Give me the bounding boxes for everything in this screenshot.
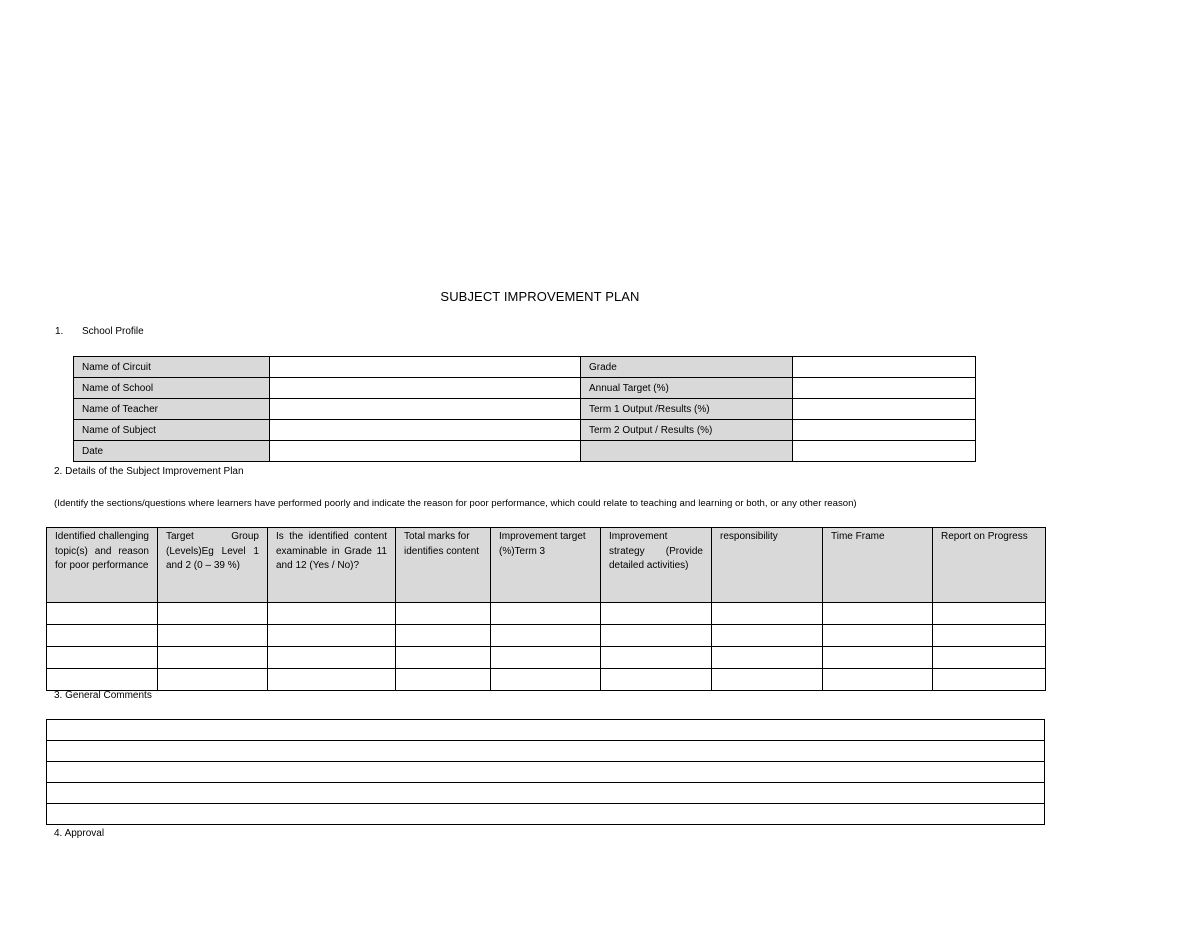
section-details-instruction: (Identify the sections/questions where learners have performed poorly and indicate the reason for poor performance, which could relate to teaching and learning or both, or any other reason) bbox=[54, 498, 857, 509]
comment-line[interactable] bbox=[47, 720, 1045, 741]
table-cell[interactable] bbox=[396, 625, 491, 647]
comment-line[interactable] bbox=[47, 762, 1045, 783]
table-cell[interactable] bbox=[268, 669, 396, 691]
comment-line[interactable] bbox=[47, 741, 1045, 762]
table-cell[interactable] bbox=[823, 647, 933, 669]
comment-line[interactable] bbox=[47, 783, 1045, 804]
profile-value-field[interactable] bbox=[793, 399, 976, 420]
table-cell[interactable] bbox=[396, 647, 491, 669]
table-row bbox=[47, 669, 1046, 691]
profile-value-field[interactable] bbox=[793, 378, 976, 399]
profile-label: Term 1 Output /Results (%) bbox=[581, 399, 793, 420]
table-cell[interactable] bbox=[823, 669, 933, 691]
table-cell[interactable] bbox=[491, 625, 601, 647]
section-school-profile-heading bbox=[55, 326, 144, 337]
section-approval-heading: 4. Approval bbox=[54, 828, 105, 839]
table-cell[interactable] bbox=[47, 625, 158, 647]
table-cell[interactable] bbox=[47, 669, 158, 691]
table-cell[interactable] bbox=[712, 603, 823, 625]
profile-value-field[interactable] bbox=[270, 357, 581, 378]
table-cell[interactable] bbox=[712, 647, 823, 669]
column-header: Improvement strategy (Provide detailed activities) bbox=[601, 528, 712, 603]
table-row bbox=[47, 647, 1046, 669]
comment-line-row bbox=[47, 762, 1045, 783]
profile-row bbox=[74, 441, 976, 462]
table-cell[interactable] bbox=[823, 603, 933, 625]
comment-line-row bbox=[47, 783, 1045, 804]
profile-value-field[interactable] bbox=[793, 441, 976, 462]
column-header: responsibility bbox=[712, 528, 823, 603]
comment-line[interactable] bbox=[47, 804, 1045, 825]
table-cell[interactable] bbox=[601, 625, 712, 647]
section-details-heading: 2. Details of the Subject Improvement Plan bbox=[54, 466, 244, 477]
section-number: 1. bbox=[55, 326, 64, 337]
table-cell[interactable] bbox=[491, 647, 601, 669]
table-cell[interactable] bbox=[268, 647, 396, 669]
page-title: SUBJECT IMPROVEMENT PLAN bbox=[440, 289, 640, 304]
table-cell[interactable] bbox=[601, 669, 712, 691]
profile-value-field[interactable] bbox=[270, 420, 581, 441]
table-cell[interactable] bbox=[268, 603, 396, 625]
improvement-plan-table bbox=[46, 527, 1046, 691]
general-comments-table bbox=[46, 719, 1045, 825]
profile-row bbox=[74, 420, 976, 441]
table-row bbox=[47, 603, 1046, 625]
table-cell[interactable] bbox=[712, 669, 823, 691]
table-cell[interactable] bbox=[47, 647, 158, 669]
profile-label: Name of School bbox=[74, 378, 270, 399]
section-label: School Profile bbox=[82, 326, 144, 337]
school-profile-table bbox=[73, 356, 976, 462]
table-cell[interactable] bbox=[491, 603, 601, 625]
column-header: Identified challenging topic(s) and reason for poor performance bbox=[47, 528, 158, 603]
table-cell[interactable] bbox=[933, 647, 1046, 669]
table-cell[interactable] bbox=[268, 625, 396, 647]
profile-label bbox=[581, 441, 793, 462]
table-cell[interactable] bbox=[933, 603, 1046, 625]
table-cell[interactable] bbox=[158, 625, 268, 647]
column-header: Improvement target (%)Term 3 bbox=[491, 528, 601, 603]
profile-label: Term 2 Output / Results (%) bbox=[581, 420, 793, 441]
column-header: Time Frame bbox=[823, 528, 933, 603]
section-general-comments-heading: 3. General Comments bbox=[54, 690, 152, 701]
table-cell[interactable] bbox=[396, 603, 491, 625]
table-cell[interactable] bbox=[933, 669, 1046, 691]
profile-label: Name of Circuit bbox=[74, 357, 270, 378]
table-cell[interactable] bbox=[158, 647, 268, 669]
table-cell[interactable] bbox=[491, 669, 601, 691]
profile-row bbox=[74, 357, 976, 378]
comment-line-row bbox=[47, 720, 1045, 741]
profile-label: Name of Teacher bbox=[74, 399, 270, 420]
table-header-row bbox=[47, 528, 1046, 603]
profile-label: Grade bbox=[581, 357, 793, 378]
profile-label: Date bbox=[74, 441, 270, 462]
table-cell[interactable] bbox=[158, 669, 268, 691]
column-header: Is the identified content examinable in Grade 11 and 12 (Yes / No)? bbox=[268, 528, 396, 603]
table-cell[interactable] bbox=[712, 625, 823, 647]
comment-line-row bbox=[47, 804, 1045, 825]
profile-value-field[interactable] bbox=[270, 441, 581, 462]
profile-value-field[interactable] bbox=[793, 357, 976, 378]
profile-row bbox=[74, 399, 976, 420]
profile-value-field[interactable] bbox=[270, 399, 581, 420]
table-cell[interactable] bbox=[933, 625, 1046, 647]
column-header: Total marks for identifies content bbox=[396, 528, 491, 603]
comment-line-row bbox=[47, 741, 1045, 762]
table-cell[interactable] bbox=[601, 647, 712, 669]
column-header: Report on Progress bbox=[933, 528, 1046, 603]
table-cell[interactable] bbox=[158, 603, 268, 625]
profile-label: Annual Target (%) bbox=[581, 378, 793, 399]
column-header: Target Group (Levels)Eg Level 1 and 2 (0 – 39 %) bbox=[158, 528, 268, 603]
table-row bbox=[47, 625, 1046, 647]
table-cell[interactable] bbox=[396, 669, 491, 691]
profile-value-field[interactable] bbox=[793, 420, 976, 441]
profile-row bbox=[74, 378, 976, 399]
table-cell[interactable] bbox=[47, 603, 158, 625]
table-cell[interactable] bbox=[601, 603, 712, 625]
table-cell[interactable] bbox=[823, 625, 933, 647]
profile-label: Name of Subject bbox=[74, 420, 270, 441]
profile-value-field[interactable] bbox=[270, 378, 581, 399]
